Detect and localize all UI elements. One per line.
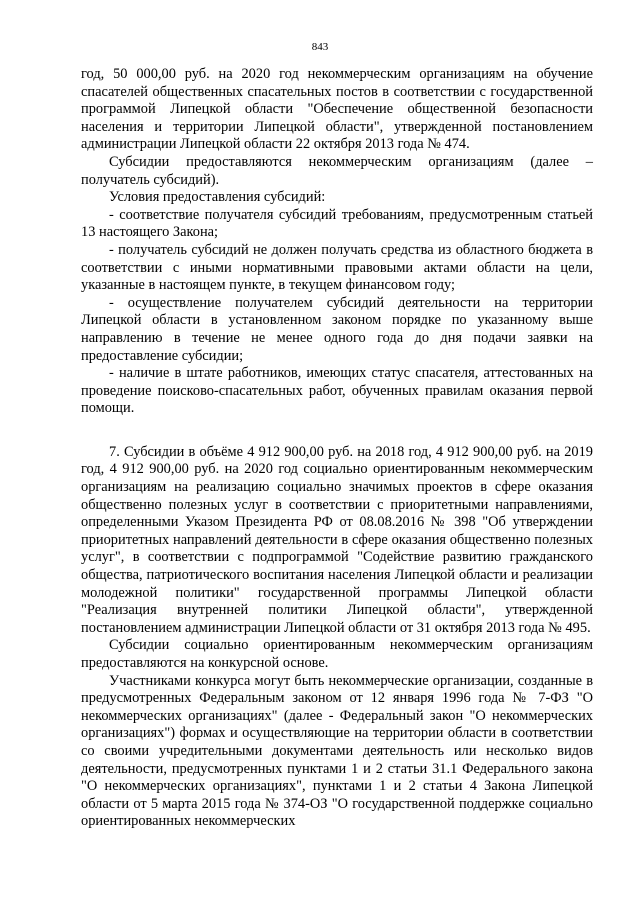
- paragraph-item-7: 7. Субсидии в объёме 4 912 900,00 руб. на 2018 год, 4 912 900,00 руб. на 2019 год, 4 912 900,00 руб. на 2020 год социально ориентированным некоммерческим организациям на реализацию социально значимых проектов в сфере оказания общественно полезных услуг в соответствии с приоритетными направлениями, определенными Указом Президента РФ от 08.08.2016 № 398 "Об утверждении приоритетных направлений деятельности в сфере оказания общественно полезных услуг", в соответствии с подпрограммой "Содействие развитию гражданского общества, патриотического воспитания населения Липецкой области и реализации молодежной политики" государственной программы Липецкой области "Реализация внутренней политики Липецкой области", утвержденной постановлением администрации Липецкой области от 31 октября 2013 года № 495.: [81, 443, 593, 636]
- section-spacer: [81, 418, 593, 444]
- paragraph-participants: Участниками конкурса могут быть некоммерческие организации, созданные в предусмотренных Федеральным законом от 12 января 1996 года № 7-ФЗ "О некоммерческих организациях" (далее - Федеральный закон "О некоммерческих организациях") формах и осуществляющие на территории области в соответствии со своими учредительными документами деятельность или несколько видов деятельности, предусмотренных пунктами 1 и 2 статьи 31.1 Федерального закона "О некоммерческих организациях", пунктами 1 и 2 статьи 4 Закона Липецкой области от 5 марта 2015 года № 374-ОЗ "О государственной поддержке социально ориентированных некоммерческих: [81, 672, 593, 830]
- paragraph-continuation: год, 50 000,00 руб. на 2020 год некоммерческим организациям на обучение спасателей общественных спасательных постов в соответствии с государственной программой Липецкой области "Обеспечение общественной безопасности населения и территории Липецкой области", утвержденной постановлением администрации Липецкой области 22 октября 2013 года № 474.: [81, 66, 593, 153]
- document-body: [81, 66, 593, 831]
- paragraph-subsidy-recipients: Субсидии предоставляются некоммерческим организациям (далее – получатель субсидий).: [81, 153, 593, 188]
- list-item-condition: - соответствие получателя субсидий требованиям, предусмотренным статьей 13 настоящего Закона;: [81, 206, 593, 241]
- paragraph-conditions-heading: Условия предоставления субсидий:: [109, 189, 326, 206]
- page-number: 843: [311, 41, 329, 53]
- list-item-condition: - осуществление получателем субсидий деятельности на территории Липецкой области в установленном законом порядке по указанному выше направлению в течение не менее одного года до дня подачи заявки на предоставление субсидии;: [81, 294, 593, 364]
- list-item-condition: - получатель субсидий не должен получать средства из областного бюджета в соответствии с иными нормативными правовыми актами области на цели, указанные в настоящем пункте, в текущем финансовом году;: [81, 241, 593, 294]
- paragraph-competitive-basis: Субсидии социально ориентированным некоммерческим организациям предоставляются на конкурсной основе.: [81, 637, 593, 671]
- list-item-condition: - наличие в штате работников, имеющих статус спасателя, аттестованных на проведение поисково-спасательных работ, обученных правилам оказания первой помощи.: [81, 365, 593, 417]
